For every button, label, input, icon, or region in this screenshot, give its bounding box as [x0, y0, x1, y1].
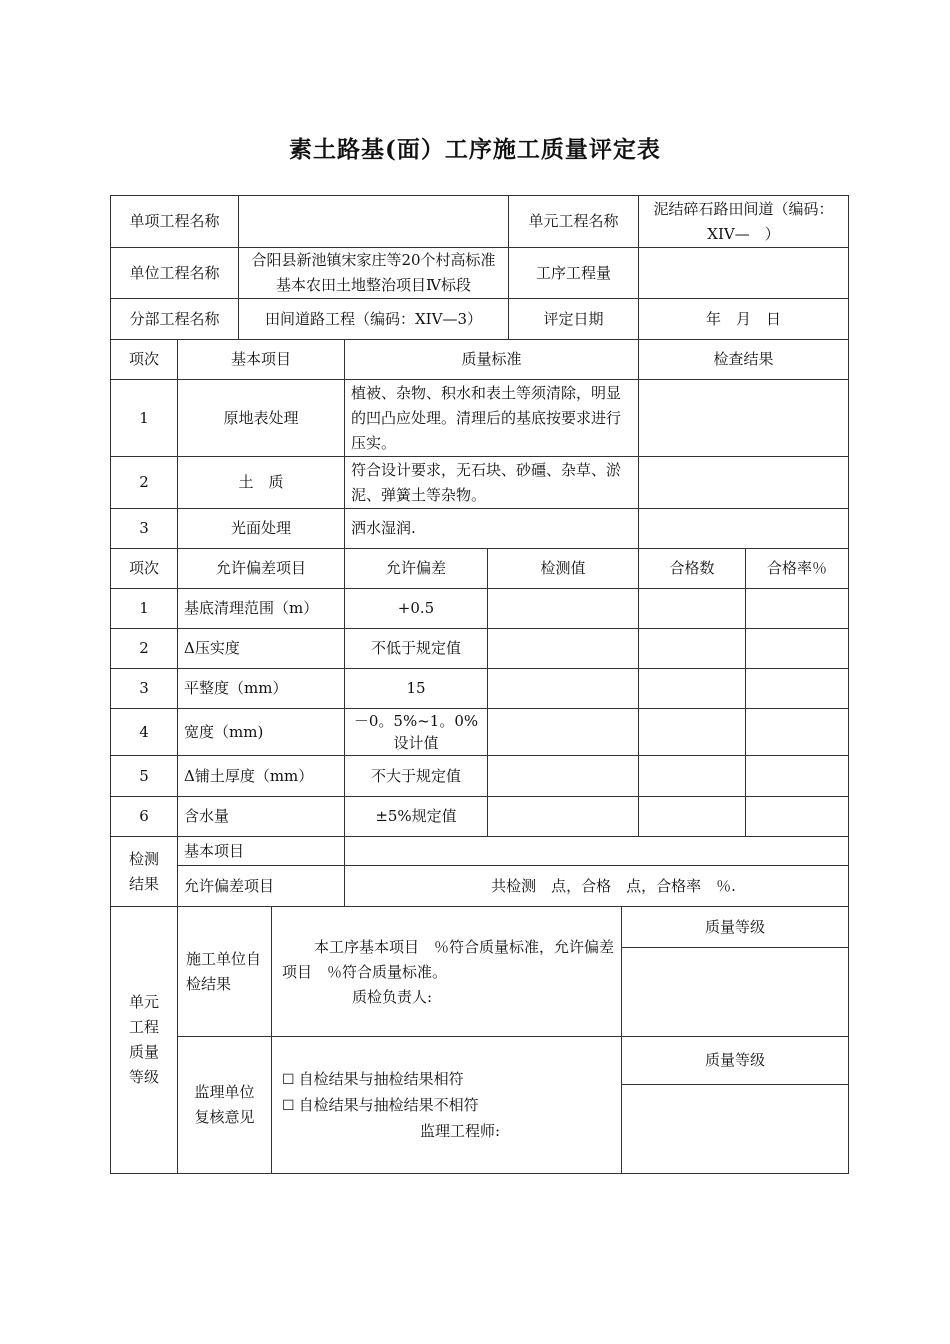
basic-row-no: 2 — [111, 457, 178, 509]
unit-element-label: 单元工程名称 — [509, 196, 639, 248]
process-quantity-value[interactable] — [639, 248, 849, 299]
tol-row-item: 基底清理范围（m） — [178, 589, 345, 629]
supervisor-grade-cell — [622, 1037, 849, 1174]
tol-row-measured[interactable] — [488, 629, 639, 669]
tol-row-item: 宽度（mm) — [178, 709, 345, 756]
items-table — [110, 339, 849, 907]
option-match[interactable] — [282, 1067, 615, 1093]
tol-row-pass-rate[interactable] — [746, 797, 849, 837]
tol-row-measured[interactable] — [488, 797, 639, 837]
tol-row-measured[interactable] — [488, 709, 639, 756]
tol-row-no: 6 — [111, 797, 178, 837]
tol-row-no: 1 — [111, 589, 178, 629]
basic-row-no: 1 — [111, 380, 178, 457]
division-value[interactable]: 田间道路工程（编码：XIV—3） — [239, 299, 509, 340]
tol-row-no: 3 — [111, 669, 178, 709]
process-quantity-label: 工序工程量 — [509, 248, 639, 299]
tol-row-item: Δ压实度 — [178, 629, 345, 669]
tol-row-no: 4 — [111, 709, 178, 756]
tol-row-no: 5 — [111, 756, 178, 797]
tol-col-measured: 检测值 — [488, 549, 639, 589]
unit-project-value[interactable]: 合阳县新池镇宋家庄等20个村高标准基本农田土地整治项目Ⅳ标段 — [239, 248, 509, 299]
contractor-grade-cell — [622, 907, 849, 1037]
basic-row-item: 土 质 — [178, 457, 345, 509]
eval-date-label: 评定日期 — [509, 299, 639, 340]
contractor-text: 本工序基本项目 ％符合质量标准，允许偏差项目 ％符合质量标准。 — [282, 938, 615, 981]
basic-col-item: 基本项目 — [178, 340, 345, 380]
inspection-basic-label: 基本项目 — [178, 837, 345, 866]
option-mismatch-label: 自检结果与抽检结果不相符 — [298, 1096, 479, 1114]
single-project-label: 单项工程名称 — [111, 196, 239, 248]
unit-project-label: 单位工程名称 — [111, 248, 239, 299]
tol-row-pass-count[interactable] — [639, 629, 746, 669]
checkbox-icon[interactable]: ☐ — [282, 1072, 295, 1088]
basic-col-standard: 质量标准 — [345, 340, 639, 380]
inspection-label: 检测结果 — [111, 837, 178, 907]
division-label: 分部工程名称 — [111, 299, 239, 340]
tol-row-item: 平整度（mm） — [178, 669, 345, 709]
quality-grade-label-2: 质量等级 — [622, 1037, 848, 1085]
tol-row-measured[interactable] — [488, 669, 639, 709]
header-table — [110, 195, 849, 340]
tol-row-tolerance: 不大于规定值 — [345, 756, 488, 797]
checkbox-icon[interactable]: ☐ — [282, 1098, 295, 1114]
contractor-label: 施工单位自检结果 — [178, 907, 272, 1037]
single-project-value[interactable] — [239, 196, 509, 248]
tol-row-pass-count[interactable] — [639, 669, 746, 709]
tol-row-tolerance: 15 — [345, 669, 488, 709]
tol-col-pass-rate: 合格率％ — [746, 549, 849, 589]
tol-row-pass-rate[interactable] — [746, 756, 849, 797]
grade-table — [110, 906, 849, 1174]
basic-row-result[interactable] — [639, 380, 849, 457]
tol-row-no: 2 — [111, 629, 178, 669]
tol-row-tolerance: ±5%规定值 — [345, 797, 488, 837]
tol-row-pass-count[interactable] — [639, 756, 746, 797]
inspection-basic-value[interactable] — [345, 837, 849, 866]
supervisor-opinion — [272, 1037, 622, 1174]
tol-row-tolerance: －0。5%~1。0%设计值 — [345, 709, 488, 756]
basic-col-result: 检查结果 — [639, 340, 849, 380]
eval-date-value[interactable]: 年 月 日 — [639, 299, 849, 340]
tol-row-item: 含水量 — [178, 797, 345, 837]
grade-label: 单元工程质量等级 — [111, 907, 178, 1174]
tol-col-pass-count: 合格数 — [639, 549, 746, 589]
page-title: 素土路基(面）工序施工质量评定表 — [289, 136, 661, 163]
option-mismatch[interactable] — [282, 1093, 615, 1119]
tol-row-pass-count[interactable] — [639, 589, 746, 629]
basic-row-result[interactable] — [639, 509, 849, 549]
basic-row-standard: 洒水湿润. — [345, 509, 639, 549]
contractor-sign: 质检负责人: — [352, 988, 433, 1006]
supervisor-sign: 监理工程师: — [420, 1122, 501, 1140]
basic-row-item: 光面处理 — [178, 509, 345, 549]
inspection-tolerance-label: 允许偏差项目 — [178, 866, 345, 907]
tol-row-tolerance: 不低于规定值 — [345, 629, 488, 669]
basic-col-no: 项次 — [111, 340, 178, 380]
basic-row-no: 3 — [111, 509, 178, 549]
basic-row-standard: 符合设计要求，无石块、砂礓、杂草、淤泥、弹簧土等杂物。 — [345, 457, 639, 509]
tol-row-pass-rate[interactable] — [746, 709, 849, 756]
basic-row-item: 原地表处理 — [178, 380, 345, 457]
tol-row-item: Δ铺土厚度（mm） — [178, 756, 345, 797]
tol-row-pass-count[interactable] — [639, 709, 746, 756]
tol-col-tolerance: 允许偏差 — [345, 549, 488, 589]
unit-element-value[interactable]: 泥结碎石路田间道（编码：XIV— ） — [639, 196, 849, 248]
tol-row-pass-rate[interactable] — [746, 669, 849, 709]
inspection-tolerance-value[interactable]: 共检测 点，合格 点，合格率 ％. — [345, 866, 849, 907]
contractor-grade-value[interactable] — [622, 948, 848, 1036]
quality-grade-label: 质量等级 — [622, 907, 848, 948]
tol-row-pass-count[interactable] — [639, 797, 746, 837]
tol-row-pass-rate[interactable] — [746, 589, 849, 629]
basic-row-result[interactable] — [639, 457, 849, 509]
supervisor-grade-value[interactable] — [622, 1085, 848, 1173]
basic-row-standard: 植被、杂物、积水和表土等须清除，明显的凹凸应处理。清理后的基底按要求进行压实。 — [345, 380, 639, 457]
tol-col-no: 项次 — [111, 549, 178, 589]
supervisor-label: 监理单位复核意见 — [178, 1037, 272, 1174]
tol-col-item: 允许偏差项目 — [178, 549, 345, 589]
tol-row-measured[interactable] — [488, 756, 639, 797]
tol-row-measured[interactable] — [488, 589, 639, 629]
contractor-result[interactable] — [272, 907, 622, 1037]
tol-row-tolerance: +0.5 — [345, 589, 488, 629]
option-match-label: 自检结果与抽检结果相符 — [298, 1070, 464, 1088]
tol-row-pass-rate[interactable] — [746, 629, 849, 669]
